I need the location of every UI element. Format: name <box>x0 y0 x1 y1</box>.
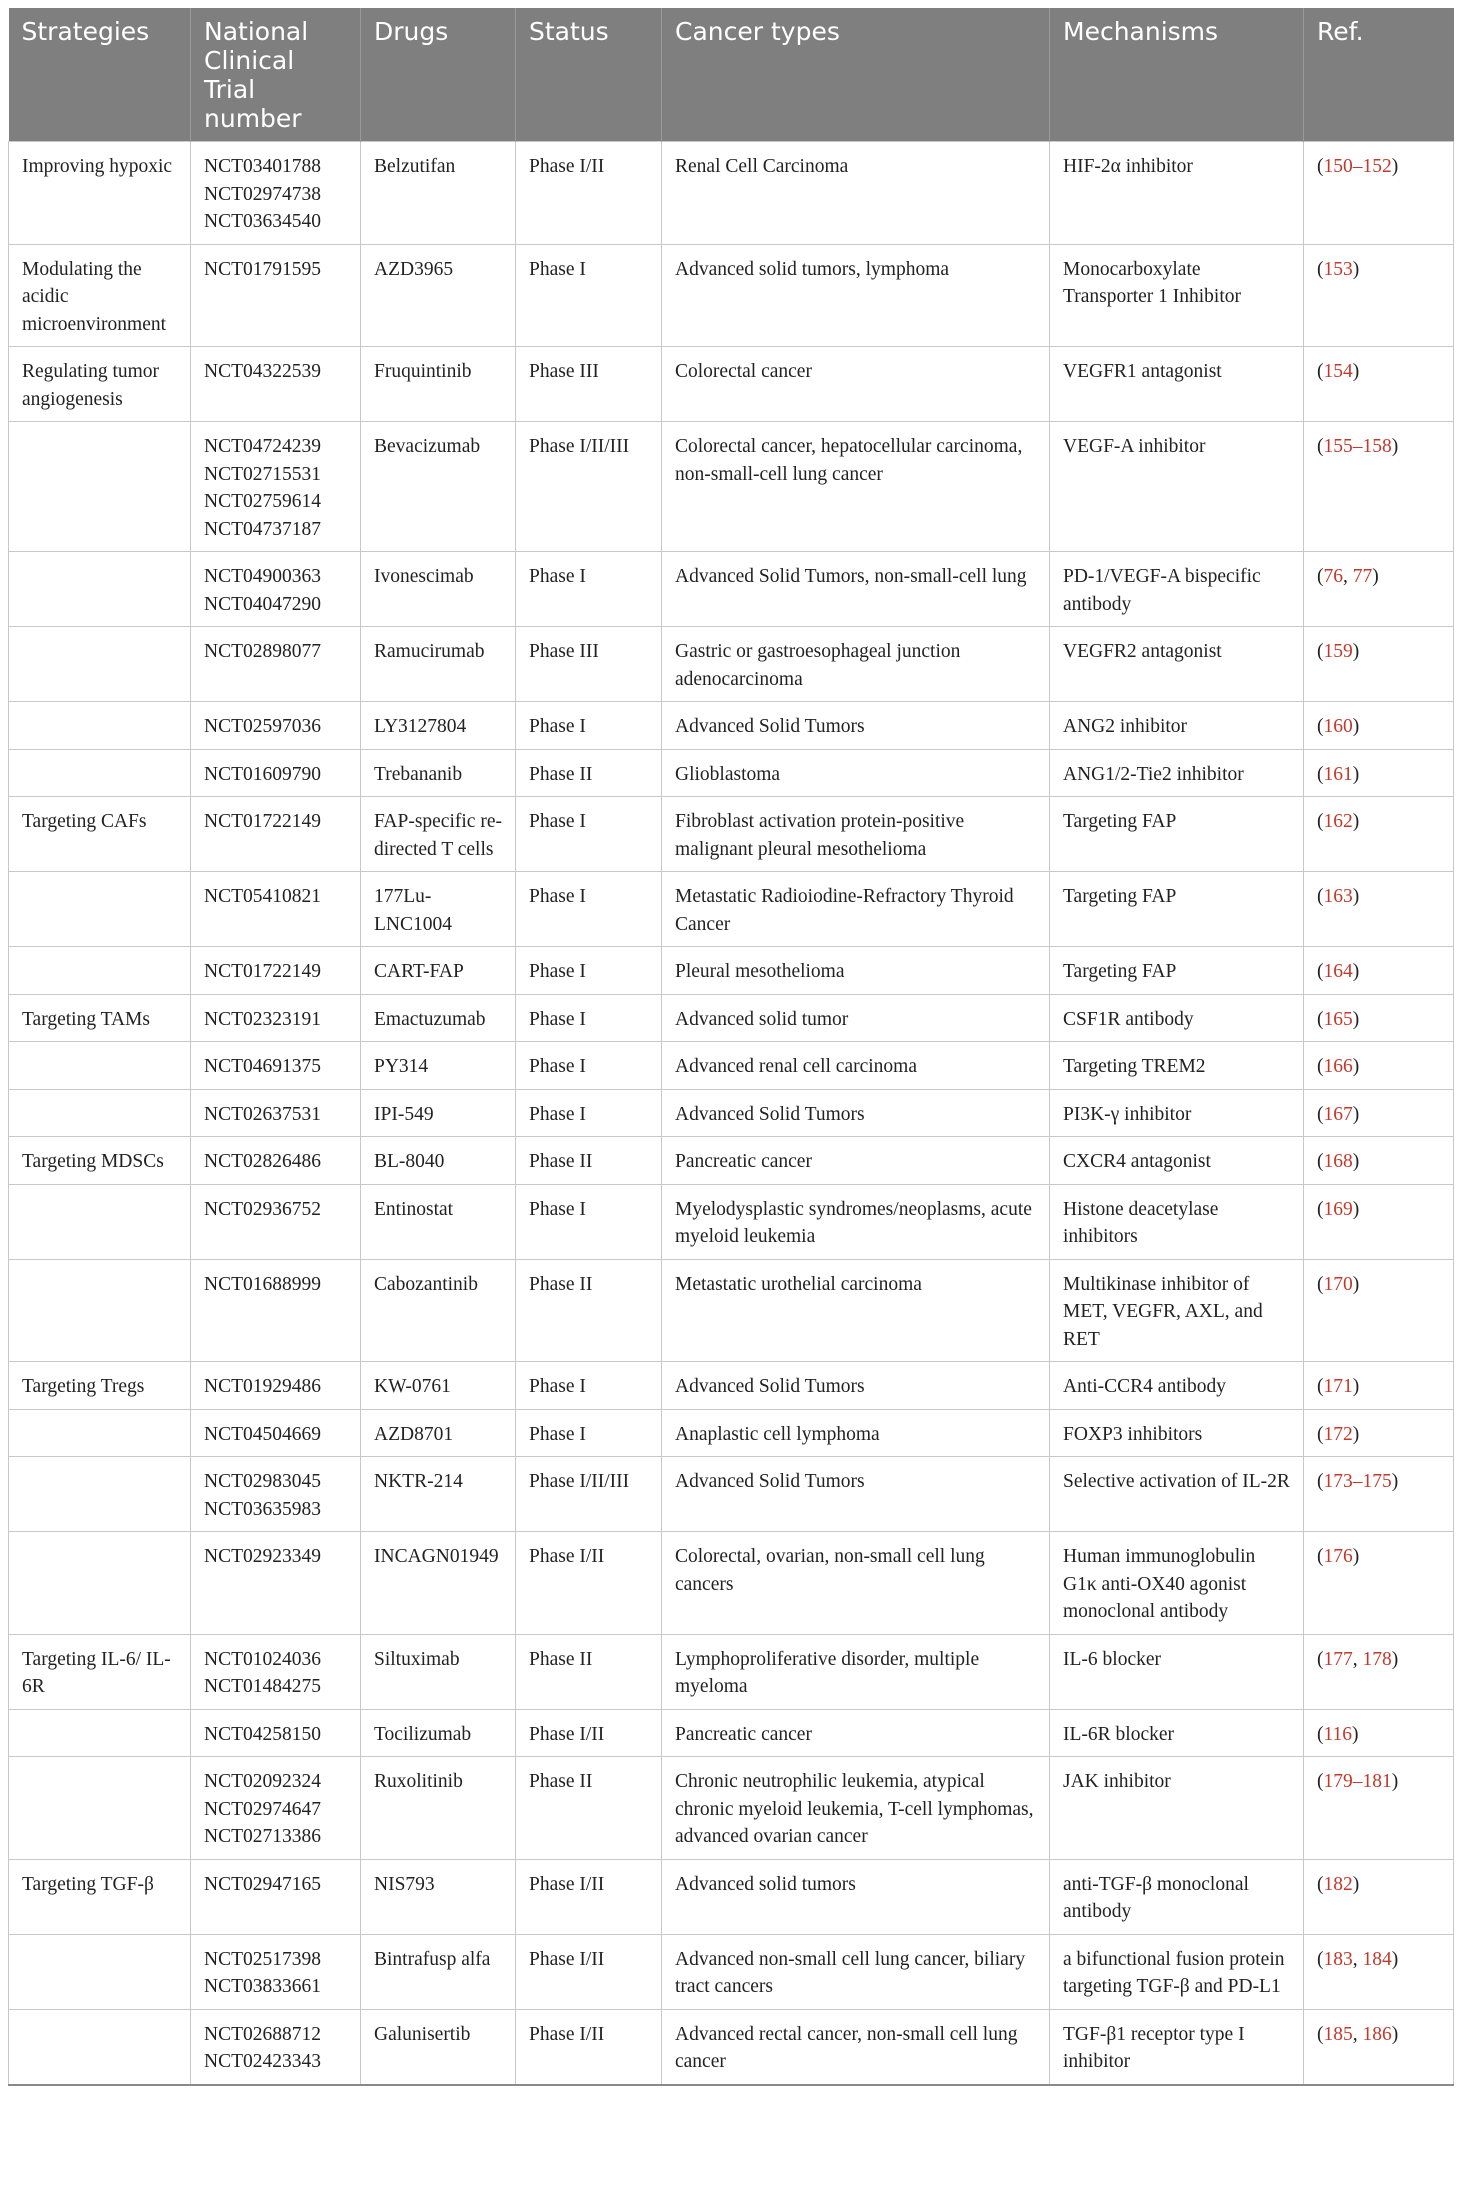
nct-number: NCT04724239 <box>204 436 321 457</box>
table-row <box>9 749 1454 797</box>
cell-status: Phase I <box>516 1089 662 1137</box>
header-strategies: Strategies <box>9 8 191 142</box>
reference-link[interactable]: 116 <box>1323 1723 1353 1745</box>
cell-mechanism: CXCR4 antagonist <box>1050 1137 1304 1185</box>
table-row <box>9 1634 1454 1709</box>
cell-status: Phase III <box>516 627 662 702</box>
cell-drug: Ramucirumab <box>361 627 516 702</box>
cell-status: Phase I <box>516 947 662 995</box>
cell-ref: (160) <box>1304 702 1454 750</box>
nct-number: NCT02092324 <box>204 1771 321 1792</box>
table-row <box>9 1457 1454 1532</box>
cell-cancer-types: Advanced Solid Tumors <box>662 1089 1050 1137</box>
cell-cancer-types: Advanced Solid Tumors <box>662 1362 1050 1410</box>
cell-mechanism: PD-1/VEGF-A bispecific antibody <box>1050 552 1304 627</box>
cell-status: Phase II <box>516 749 662 797</box>
cell-nct-number <box>191 702 361 750</box>
cell-ref: (182) <box>1304 1859 1454 1934</box>
reference-link[interactable]: 162 <box>1323 811 1353 832</box>
cell-cancer-types: Advanced solid tumors, lymphoma <box>662 244 1050 347</box>
cell-strategy: Targeting MDSCs <box>9 1137 191 1185</box>
cell-status: Phase II <box>516 1137 662 1185</box>
cell-mechanism: Histone deacetylase inhibitors <box>1050 1184 1304 1259</box>
cell-status: Phase I/II <box>516 142 662 245</box>
nct-number: NCT04047290 <box>204 593 321 615</box>
cell-drug: BL-8040 <box>361 1137 516 1185</box>
cell-mechanism: IL-6 blocker <box>1050 1634 1304 1709</box>
cell-status: Phase I <box>516 1409 662 1457</box>
header-status: Status <box>516 8 662 142</box>
reference-link[interactable]: 170 <box>1323 1273 1353 1295</box>
cell-nct-number <box>191 872 361 947</box>
cell-nct-number <box>191 1532 361 1635</box>
cell-status: Phase I <box>516 1362 662 1410</box>
header-mechanisms: Mechanisms <box>1050 8 1304 142</box>
cell-nct-number <box>191 1089 361 1137</box>
cell-cancer-types: Fibroblast activation protein-positive malignant pleural mesothelioma <box>662 797 1050 872</box>
cell-cancer-types: Advanced non-small cell lung cancer, biliary tract cancers <box>662 1934 1050 2009</box>
cell-ref: (162) <box>1304 797 1454 872</box>
cell-ref: (169) <box>1304 1184 1454 1259</box>
cell-nct-number <box>191 552 361 627</box>
cell-cancer-types: Advanced solid tumor <box>662 994 1050 1042</box>
nct-number: NCT03634540 <box>204 211 321 232</box>
table-row <box>9 1709 1454 1757</box>
reference-link[interactable]: 185 <box>1323 2023 1353 2045</box>
table-row <box>9 142 1454 245</box>
cell-status: Phase II <box>516 1757 662 1860</box>
reference-link[interactable]: 165 <box>1323 1008 1353 1030</box>
cell-mechanism: VEGFR1 antagonist <box>1050 347 1304 422</box>
reference-link[interactable]: 183 <box>1323 1948 1353 1970</box>
cell-ref: (165) <box>1304 994 1454 1042</box>
cell-ref: (166) <box>1304 1042 1454 1090</box>
cell-mechanism: Targeting FAP <box>1050 797 1304 872</box>
cell-status: Phase I/II/III <box>516 422 662 552</box>
cell-nct-number <box>191 1457 361 1532</box>
cell-drug: LY3127804 <box>361 702 516 750</box>
cell-cancer-types: Advanced Solid Tumors <box>662 1457 1050 1532</box>
cell-strategy <box>9 1709 191 1757</box>
cell-nct-number <box>191 1409 361 1457</box>
nct-number: NCT02923349 <box>204 1546 321 1567</box>
cell-mechanism: ANG1/2-Tie2 inhibitor <box>1050 749 1304 797</box>
cell-strategy <box>9 1184 191 1259</box>
cell-ref: (76, 77) <box>1304 552 1454 627</box>
cell-cancer-types: Colorectal, ovarian, non-small cell lung cancers <box>662 1532 1050 1635</box>
table-row <box>9 994 1454 1042</box>
reference-link[interactable]: 186 <box>1362 2023 1392 2045</box>
cell-drug: PY314 <box>361 1042 516 1090</box>
reference-link[interactable]: 173–175 <box>1323 1471 1392 1492</box>
reference-link[interactable]: 179–181 <box>1323 1771 1392 1792</box>
cell-cancer-types: Advanced Solid Tumors, non-small-cell lung <box>662 552 1050 627</box>
nct-number: NCT04322539 <box>204 361 321 382</box>
cell-cancer-types: Anaplastic cell lymphoma <box>662 1409 1050 1457</box>
cell-drug: NKTR-214 <box>361 1457 516 1532</box>
cell-cancer-types: Advanced solid tumors <box>662 1859 1050 1934</box>
nct-number: NCT01791595 <box>204 258 321 280</box>
cell-drug: AZD8701 <box>361 1409 516 1457</box>
cell-mechanism: FOXP3 inhibitors <box>1050 1409 1304 1457</box>
table-row <box>9 1757 1454 1860</box>
cell-mechanism: a bifunctional fusion protein targeting TGF-β and PD-L1 <box>1050 1934 1304 2009</box>
cell-nct-number <box>191 994 361 1042</box>
cell-nct-number <box>191 1859 361 1934</box>
table-row <box>9 1859 1454 1934</box>
reference-link[interactable]: 163 <box>1323 886 1353 907</box>
nct-number: NCT02517398 <box>204 1948 321 1970</box>
reference-link[interactable]: 76 <box>1323 566 1343 587</box>
cell-strategy: Targeting TAMs <box>9 994 191 1042</box>
cell-strategy: Modulating the acidic microenvironment <box>9 244 191 347</box>
nct-number: NCT04504669 <box>204 1423 321 1445</box>
cell-drug: INCAGN01949 <box>361 1532 516 1635</box>
cell-mechanism: Human immunoglobulin G1κ anti-OX40 agonist monoclonal antibody <box>1050 1532 1304 1635</box>
table-row <box>9 1137 1454 1185</box>
cell-cancer-types: Colorectal cancer, hepatocellular carcinoma, non-small-cell lung cancer <box>662 422 1050 552</box>
reference-link[interactable]: 168 <box>1323 1151 1353 1172</box>
cell-ref: (170) <box>1304 1259 1454 1362</box>
table-row <box>9 627 1454 702</box>
cell-ref: (161) <box>1304 749 1454 797</box>
nct-number: NCT02983045 <box>204 1471 321 1492</box>
cell-drug: Belzutifan <box>361 142 516 245</box>
cell-strategy <box>9 702 191 750</box>
nct-number: NCT01484275 <box>204 1676 321 1697</box>
reference-link[interactable]: 182 <box>1323 1873 1353 1895</box>
nct-number: NCT02637531 <box>204 1103 321 1125</box>
cell-ref: (177, 178) <box>1304 1634 1454 1709</box>
reference-link[interactable]: 161 <box>1323 763 1353 785</box>
nct-number: NCT05410821 <box>204 886 321 907</box>
table-row <box>9 1532 1454 1635</box>
reference-link[interactable]: 77 <box>1352 566 1373 587</box>
cell-status: Phase I <box>516 872 662 947</box>
nct-number: NCT01722149 <box>204 811 321 832</box>
cell-mechanism: Targeting TREM2 <box>1050 1042 1304 1090</box>
table-row <box>9 422 1454 552</box>
cell-drug: Ruxolitinib <box>361 1757 516 1860</box>
reference-link[interactable]: 154 <box>1323 361 1353 382</box>
nct-number: NCT04900363 <box>204 566 321 587</box>
nct-number: NCT02898077 <box>204 641 321 662</box>
cell-nct-number <box>191 1362 361 1410</box>
reference-link[interactable]: 169 <box>1323 1198 1353 1220</box>
reference-link[interactable]: 150–152 <box>1323 156 1392 177</box>
cell-ref: (153) <box>1304 244 1454 347</box>
cell-mechanism: Targeting FAP <box>1050 947 1304 995</box>
cell-cancer-types: Metastatic Radioiodine-Refractory Thyroid Cancer <box>662 872 1050 947</box>
cell-mechanism: PI3K-γ inhibitor <box>1050 1089 1304 1137</box>
reference-link[interactable]: 178 <box>1362 1648 1392 1670</box>
cell-mechanism: ANG2 inhibitor <box>1050 702 1304 750</box>
nct-number: NCT03833661 <box>204 1976 321 1997</box>
cell-cancer-types: Renal Cell Carcinoma <box>662 142 1050 245</box>
cell-drug: AZD3965 <box>361 244 516 347</box>
nct-number: NCT04691375 <box>204 1056 321 1077</box>
cell-cancer-types: Myelodysplastic syndromes/neoplasms, acute myeloid leukemia <box>662 1184 1050 1259</box>
cell-strategy <box>9 872 191 947</box>
cell-strategy <box>9 422 191 552</box>
cell-strategy <box>9 749 191 797</box>
cell-strategy: Improving hypoxic <box>9 142 191 245</box>
cell-cancer-types: Metastatic urothelial carcinoma <box>662 1259 1050 1362</box>
reference-link[interactable]: 159 <box>1323 641 1353 662</box>
cell-strategy <box>9 1934 191 2009</box>
nct-number: NCT03401788 <box>204 156 321 177</box>
cell-nct-number <box>191 1634 361 1709</box>
cell-cancer-types: Lymphoproliferative disorder, multiple myeloma <box>662 1634 1050 1709</box>
cell-cancer-types: Colorectal cancer <box>662 347 1050 422</box>
cell-status: Phase I/II <box>516 1934 662 2009</box>
cell-drug: Emactuzumab <box>361 994 516 1042</box>
reference-link[interactable]: 167 <box>1323 1103 1353 1125</box>
reference-link[interactable]: 184 <box>1362 1948 1392 1970</box>
header-cancer-types: Cancer types <box>662 8 1050 142</box>
cell-drug: NIS793 <box>361 1859 516 1934</box>
nct-number: NCT02947165 <box>204 1873 321 1895</box>
nct-number: NCT02974738 <box>204 183 321 205</box>
header-nct-number: National Clinical Trial number <box>191 8 361 142</box>
cell-mechanism: Monocarboxylate Transporter 1 Inhibitor <box>1050 244 1304 347</box>
cell-status: Phase I/II <box>516 1532 662 1635</box>
cell-mechanism: Anti-CCR4 antibody <box>1050 1362 1304 1410</box>
table-header-row <box>9 8 1454 142</box>
cell-cancer-types: Chronic neutrophilic leukemia, atypical chronic myeloid leukemia, T-cell lymphomas, advanced ovarian cancer <box>662 1757 1050 1860</box>
nct-number: NCT02715531 <box>204 463 321 485</box>
cell-drug: Entinostat <box>361 1184 516 1259</box>
reference-link[interactable]: 164 <box>1323 961 1353 982</box>
cell-drug: Trebananib <box>361 749 516 797</box>
cell-strategy: Regulating tumor angiogenesis <box>9 347 191 422</box>
cell-strategy: Targeting Tregs <box>9 1362 191 1410</box>
cell-status: Phase I <box>516 1184 662 1259</box>
cell-strategy <box>9 1757 191 1860</box>
cell-drug: Galunisertib <box>361 2009 516 2085</box>
cell-drug: Bintrafusp alfa <box>361 1934 516 2009</box>
cell-ref: (154) <box>1304 347 1454 422</box>
cell-ref: (159) <box>1304 627 1454 702</box>
cell-mechanism: JAK inhibitor <box>1050 1757 1304 1860</box>
table-row <box>9 1184 1454 1259</box>
cell-drug: Fruquintinib <box>361 347 516 422</box>
cell-ref: (185, 186) <box>1304 2009 1454 2085</box>
nct-number: NCT01024036 <box>204 1648 321 1670</box>
reference-link[interactable]: 172 <box>1323 1423 1353 1445</box>
cell-nct-number <box>191 244 361 347</box>
cell-drug: 177Lu-LNC1004 <box>361 872 516 947</box>
cell-status: Phase II <box>516 1259 662 1362</box>
cell-cancer-types: Advanced renal cell carcinoma <box>662 1042 1050 1090</box>
nct-number: NCT01688999 <box>204 1273 321 1295</box>
nct-number: NCT02974647 <box>204 1798 321 1820</box>
cell-drug: Ivonescimab <box>361 552 516 627</box>
nct-number: NCT02423343 <box>204 2051 321 2072</box>
cell-ref: (173–175) <box>1304 1457 1454 1532</box>
cell-ref: (176) <box>1304 1532 1454 1635</box>
table-row <box>9 1259 1454 1362</box>
table-row <box>9 702 1454 750</box>
reference-link[interactable]: 166 <box>1323 1056 1353 1077</box>
header-ref: Ref. <box>1304 8 1454 142</box>
table-row <box>9 1042 1454 1090</box>
cell-ref: (171) <box>1304 1362 1454 1410</box>
cell-mechanism: Multikinase inhibitor of MET, VEGFR, AXL, and RET <box>1050 1259 1304 1362</box>
cell-nct-number <box>191 1934 361 2009</box>
cell-nct-number <box>191 1184 361 1259</box>
nct-number: NCT01722149 <box>204 961 321 982</box>
cell-nct-number <box>191 422 361 552</box>
cell-status: Phase I/II <box>516 1709 662 1757</box>
cell-cancer-types: Pancreatic cancer <box>662 1709 1050 1757</box>
cell-strategy <box>9 552 191 627</box>
nct-number: NCT02688712 <box>204 2023 321 2045</box>
reference-link[interactable]: 176 <box>1323 1546 1353 1567</box>
cell-ref: (150–152) <box>1304 142 1454 245</box>
cell-mechanism: VEGF-A inhibitor <box>1050 422 1304 552</box>
cell-strategy: Targeting CAFs <box>9 797 191 872</box>
cell-strategy: Targeting IL-6/ IL-6R <box>9 1634 191 1709</box>
cell-mechanism: IL-6R blocker <box>1050 1709 1304 1757</box>
cell-status: Phase I <box>516 244 662 347</box>
cell-ref: (172) <box>1304 1409 1454 1457</box>
table-row <box>9 2009 1454 2085</box>
cell-drug: Tocilizumab <box>361 1709 516 1757</box>
nct-number: NCT03635983 <box>204 1498 321 1520</box>
cell-status: Phase I <box>516 797 662 872</box>
cell-status: Phase II <box>516 1634 662 1709</box>
nct-number: NCT02713386 <box>204 1826 321 1847</box>
cell-drug: FAP-specific re-directed T cells <box>361 797 516 872</box>
nct-number: NCT04737187 <box>204 518 321 540</box>
cell-strategy <box>9 1457 191 1532</box>
cell-status: Phase I <box>516 1042 662 1090</box>
reference-link[interactable]: 160 <box>1323 716 1353 737</box>
cell-mechanism: HIF-2α inhibitor <box>1050 142 1304 245</box>
nct-number: NCT01609790 <box>204 763 321 785</box>
cell-ref: (167) <box>1304 1089 1454 1137</box>
cell-status: Phase I/II <box>516 2009 662 2085</box>
cell-nct-number <box>191 1709 361 1757</box>
reference-link[interactable]: 155–158 <box>1323 436 1392 457</box>
cell-status: Phase I <box>516 702 662 750</box>
cell-nct-number <box>191 947 361 995</box>
cell-nct-number <box>191 1259 361 1362</box>
cell-nct-number <box>191 797 361 872</box>
nct-number: NCT02936752 <box>204 1198 321 1220</box>
table-row <box>9 1409 1454 1457</box>
table-row <box>9 1934 1454 2009</box>
cell-status: Phase I <box>516 552 662 627</box>
header-drugs: Drugs <box>361 8 516 142</box>
cell-nct-number <box>191 2009 361 2085</box>
cell-nct-number <box>191 627 361 702</box>
cell-strategy <box>9 1409 191 1457</box>
nct-number: NCT04258150 <box>204 1723 321 1745</box>
reference-link[interactable]: 153 <box>1323 258 1353 280</box>
cell-mechanism: CSF1R antibody <box>1050 994 1304 1042</box>
cell-cancer-types: Advanced Solid Tumors <box>662 702 1050 750</box>
cell-mechanism: anti-TGF-β monoclonal antibody <box>1050 1859 1304 1934</box>
cell-ref: (164) <box>1304 947 1454 995</box>
cell-nct-number <box>191 1137 361 1185</box>
cell-drug: Bevacizumab <box>361 422 516 552</box>
cell-mechanism: Selective activation of IL-2R <box>1050 1457 1304 1532</box>
cell-drug: IPI-549 <box>361 1089 516 1137</box>
cell-strategy: Targeting TGF-β <box>9 1859 191 1934</box>
cell-cancer-types: Pleural mesothelioma <box>662 947 1050 995</box>
cell-cancer-types: Advanced rectal cancer, non-small cell lung cancer <box>662 2009 1050 2085</box>
cell-ref: (168) <box>1304 1137 1454 1185</box>
cell-ref: (179–181) <box>1304 1757 1454 1860</box>
cell-strategy <box>9 627 191 702</box>
nct-number: NCT01929486 <box>204 1376 321 1397</box>
table-row <box>9 552 1454 627</box>
table-row <box>9 1089 1454 1137</box>
cell-status: Phase I/II/III <box>516 1457 662 1532</box>
cell-nct-number <box>191 1042 361 1090</box>
cell-mechanism: Targeting FAP <box>1050 872 1304 947</box>
cell-status: Phase I <box>516 994 662 1042</box>
cell-ref: (163) <box>1304 872 1454 947</box>
cell-nct-number <box>191 749 361 797</box>
cell-status: Phase I/II <box>516 1859 662 1934</box>
cell-strategy <box>9 1042 191 1090</box>
clinical-trials-table-container <box>8 8 1453 2086</box>
cell-mechanism: VEGFR2 antagonist <box>1050 627 1304 702</box>
nct-number: NCT02759614 <box>204 491 321 512</box>
cell-cancer-types: Gastric or gastroesophageal junction adenocarcinoma <box>662 627 1050 702</box>
cell-drug: CART-FAP <box>361 947 516 995</box>
clinical-trials-table <box>8 8 1454 2086</box>
cell-strategy <box>9 1259 191 1362</box>
reference-link[interactable]: 177 <box>1323 1648 1353 1670</box>
cell-mechanism: TGF-β1 receptor type I inhibitor <box>1050 2009 1304 2085</box>
table-row <box>9 797 1454 872</box>
nct-number: NCT02597036 <box>204 716 321 737</box>
table-row <box>9 1362 1454 1410</box>
table-row <box>9 244 1454 347</box>
cell-cancer-types: Glioblastoma <box>662 749 1050 797</box>
cell-nct-number <box>191 142 361 245</box>
table-row <box>9 947 1454 995</box>
cell-strategy <box>9 947 191 995</box>
table-row <box>9 872 1454 947</box>
cell-strategy <box>9 2009 191 2085</box>
cell-nct-number <box>191 347 361 422</box>
reference-link[interactable]: 171 <box>1323 1376 1353 1397</box>
table-body <box>9 142 1454 2085</box>
cell-drug: KW-0761 <box>361 1362 516 1410</box>
cell-status: Phase III <box>516 347 662 422</box>
cell-strategy <box>9 1089 191 1137</box>
cell-ref: (155–158) <box>1304 422 1454 552</box>
nct-number: NCT02826486 <box>204 1151 321 1172</box>
cell-ref: (183, 184) <box>1304 1934 1454 2009</box>
cell-strategy <box>9 1532 191 1635</box>
nct-number: NCT02323191 <box>204 1008 321 1030</box>
cell-ref: (116) <box>1304 1709 1454 1757</box>
cell-cancer-types: Pancreatic cancer <box>662 1137 1050 1185</box>
cell-nct-number <box>191 1757 361 1860</box>
cell-drug: Cabozantinib <box>361 1259 516 1362</box>
cell-drug: Siltuximab <box>361 1634 516 1709</box>
table-row <box>9 347 1454 422</box>
